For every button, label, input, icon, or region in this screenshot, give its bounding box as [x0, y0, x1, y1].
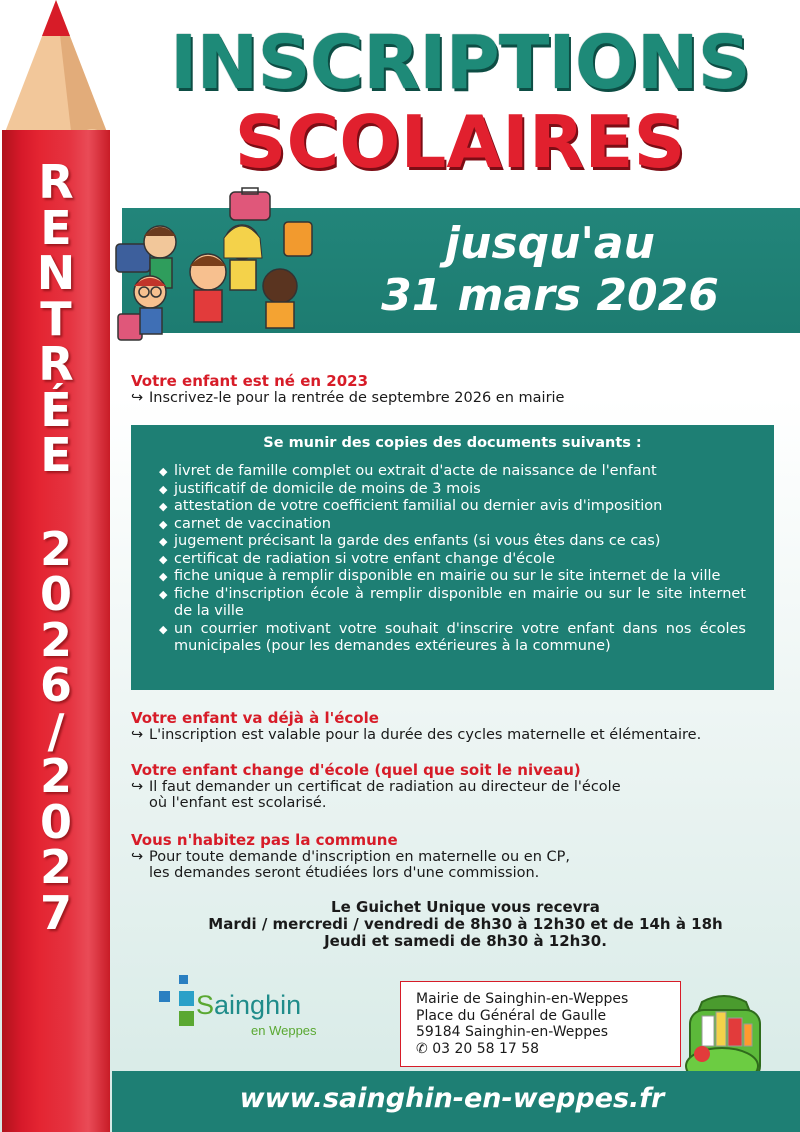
list-item: ◆ jugement précisant la garde des enfants (si vous êtes dans ce cas) [159, 533, 661, 549]
diamond-bullet-icon: ◆ [159, 587, 168, 601]
section-text: les demandes seront étudiées lors d'une commission. [149, 865, 540, 881]
documents-list [159, 463, 746, 656]
section-title: Vous n'habitez pas la commune [131, 831, 398, 849]
letter: 2 [39, 612, 72, 667]
letter: É [40, 382, 72, 437]
letter: T [40, 291, 72, 346]
pencil-graphic [0, 0, 112, 1132]
section-text: L'inscription est valable pour la durée des cycles maternelle et élémentaire. [149, 727, 702, 743]
address-box [400, 981, 681, 1067]
diamond-bullet-icon: ◆ [159, 465, 168, 478]
list-item: ◆ certificat de radiation si votre enfant change d'école [159, 550, 555, 567]
address-line: Mairie de Sainghin-en-Weppes [416, 991, 629, 1007]
title-scolaires: SCOLAIRES [234, 100, 686, 184]
list-item: ◆ livret de famille complet ou extrait d'acte de naissance de l'enfant [159, 463, 657, 479]
diamond-bullet-icon: ◆ [159, 535, 168, 548]
section-title: Votre enfant change d'école (quel que soit le niveau) [131, 761, 581, 779]
address-line: 59184 Sainghin-en-Weppes [416, 1024, 609, 1040]
address-line: Place du Général de Gaulle [416, 1007, 607, 1024]
diamond-bullet-icon: ◆ [159, 517, 168, 531]
letter: 7 [39, 885, 72, 940]
diamond-bullet-icon: ◆ [159, 552, 168, 566]
website-link[interactable]: www.sainghin-en-weppes.fr [239, 1083, 665, 1114]
list-item: ◆ justificatif de domicile de moins de 3 mois [159, 480, 481, 497]
pencil-tip [0, 0, 112, 140]
letter: 0 [39, 567, 72, 621]
letter: 2 [39, 749, 72, 803]
logo-text: Sainghin [196, 990, 302, 1020]
rentree-vertical-text [0, 155, 112, 940]
list-item: ◆ carnet de vaccination [159, 515, 331, 532]
letter: E [40, 200, 72, 255]
section-text: Pour toute demande d'inscription en maternelle ou en CP, [149, 849, 571, 865]
letter: 0 [39, 794, 72, 849]
section-title: Votre enfant va déjà à l'école [131, 709, 379, 727]
diamond-bullet-icon: ◆ [159, 622, 168, 636]
section-text: Il faut demander un certificat de radiation au directeur de l'école [149, 779, 621, 795]
diamond-bullet-icon: ◆ [159, 500, 168, 513]
opening-hours: Le Guichet Unique vous recevra Mardi / mercredi / vendredi de 8h30 à 12h30 et de 14h à 18h Jeudi et samedi de 8h30 à 12h30. [208, 898, 723, 950]
documents-title: Se munir des copies des documents suivants : [263, 435, 642, 451]
letter: / [47, 703, 65, 758]
title-inscriptions: INSCRIPTIONS [170, 20, 750, 106]
section-change-school [131, 761, 621, 811]
list-item: ◆ fiche unique à remplir disponible en mairie ou sur le site internet de la ville [159, 568, 721, 584]
list-item: ◆ un courrier motivant votre souhait d'inscrire votre enfant dans nos écoles municipales (pour les demandes extérieures à la commune) [159, 620, 746, 654]
arrow-icon: ↪ [131, 779, 144, 795]
deadline-text [340, 218, 760, 322]
section-born [131, 372, 564, 406]
logo-subtitle: en Weppes [251, 1023, 317, 1038]
list-item: ◆ attestation de votre coefficient familial ou dernier avis d'imposition [159, 498, 663, 514]
children-illustration [112, 186, 332, 346]
section-text: Inscrivez-le pour la rentrée de septembre 2026 en mairie [149, 390, 565, 406]
letter: N [36, 246, 76, 300]
phone-number: 03 20 58 17 58 [432, 1040, 540, 1057]
letter: E [40, 428, 72, 482]
deadline-date: 31 mars 2026 [381, 270, 719, 321]
letter: R [38, 337, 74, 391]
diamond-bullet-icon: ◆ [159, 482, 168, 496]
letter: R [38, 155, 74, 209]
arrow-icon: ↪ [131, 390, 144, 406]
phone-icon: ✆ [416, 1040, 428, 1057]
list-item: ◆ fiche d'inscription école à remplir disponible en mairie ou sur le site internet de la ville [159, 585, 746, 619]
section-outside-commune [131, 831, 570, 881]
letter: 2 [39, 521, 72, 576]
letter: 2 [39, 840, 72, 894]
arrow-icon: ↪ [131, 849, 144, 865]
section-text: où l'enfant est scolarisé. [149, 795, 327, 811]
section-already-at-school [131, 709, 701, 743]
documents-box [131, 425, 774, 690]
arrow-icon: ↪ [131, 727, 144, 743]
section-title: Votre enfant est né en 2023 [131, 372, 369, 390]
deadline-line1: jusqu'au [445, 218, 655, 269]
diamond-bullet-icon: ◆ [159, 570, 168, 583]
letter: 6 [39, 658, 72, 712]
